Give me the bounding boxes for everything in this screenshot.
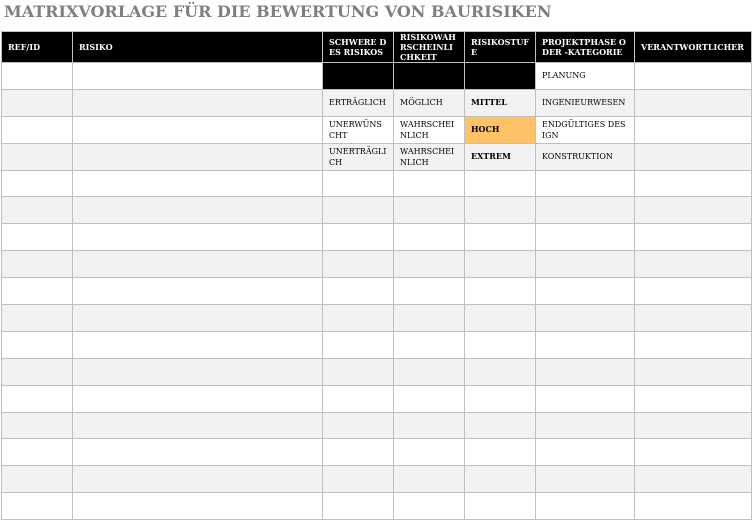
cell-wahrscheinlichkeit[interactable]: WAHRSCHEINLICH [394, 116, 465, 143]
cell-verantwortlicher[interactable] [635, 224, 752, 251]
cell-risiko[interactable] [73, 63, 323, 90]
header-ref: REF/ID [2, 32, 73, 63]
cell-verantwortlicher[interactable] [635, 493, 752, 520]
table-row [2, 197, 752, 224]
cell-wahrscheinlichkeit[interactable] [394, 63, 465, 90]
table-row [2, 305, 752, 332]
cell-wahrscheinlichkeit[interactable]: MÖGLICH [394, 89, 465, 116]
cell-risiko[interactable] [73, 331, 323, 358]
cell-stufe[interactable] [465, 466, 536, 493]
cell-ref[interactable] [2, 278, 73, 305]
cell-stufe[interactable] [465, 358, 536, 385]
cell-ref[interactable] [2, 116, 73, 143]
cell-wahrscheinlichkeit[interactable] [394, 358, 465, 385]
table-row [2, 278, 752, 305]
cell-schwere[interactable] [323, 412, 394, 439]
cell-risiko[interactable] [73, 278, 323, 305]
cell-ref[interactable] [2, 385, 73, 412]
cell-stufe[interactable] [465, 63, 536, 90]
cell-ref[interactable] [2, 251, 73, 278]
cell-ref[interactable] [2, 412, 73, 439]
cell-wahrscheinlichkeit[interactable] [394, 170, 465, 197]
cell-ref[interactable] [2, 493, 73, 520]
cell-stufe[interactable]: EXTREM [465, 143, 536, 170]
cell-ref[interactable] [2, 197, 73, 224]
cell-risiko[interactable] [73, 358, 323, 385]
cell-ref[interactable] [2, 358, 73, 385]
cell-risiko[interactable] [73, 439, 323, 466]
cell-wahrscheinlichkeit[interactable] [394, 278, 465, 305]
cell-stufe[interactable] [465, 197, 536, 224]
cell-phase[interactable] [536, 224, 635, 251]
cell-wahrscheinlichkeit[interactable] [394, 251, 465, 278]
table-row [2, 116, 752, 143]
page-title: MATRIXVORLAGE FÜR DIE BEWERTUNG VON BAURISIKEN [4, 2, 552, 21]
cell-wahrscheinlichkeit[interactable] [394, 493, 465, 520]
cell-wahrscheinlichkeit[interactable] [394, 197, 465, 224]
cell-risiko[interactable] [73, 385, 323, 412]
cell-schwere[interactable]: ERTRÄGLICH [323, 89, 394, 116]
cell-risiko[interactable] [73, 251, 323, 278]
cell-verantwortlicher[interactable] [635, 358, 752, 385]
cell-stufe[interactable] [465, 278, 536, 305]
table-row [2, 412, 752, 439]
cell-verantwortlicher[interactable] [635, 385, 752, 412]
table-row [2, 358, 752, 385]
cell-phase[interactable] [536, 412, 635, 439]
table-row [2, 331, 752, 358]
cell-ref[interactable] [2, 63, 73, 90]
cell-verantwortlicher[interactable] [635, 331, 752, 358]
table-row [2, 143, 752, 170]
cell-verantwortlicher[interactable] [635, 412, 752, 439]
cell-phase[interactable] [536, 358, 635, 385]
table-row [2, 493, 752, 520]
cell-schwere[interactable] [323, 466, 394, 493]
cell-ref[interactable] [2, 305, 73, 332]
cell-ref[interactable] [2, 89, 73, 116]
cell-stufe[interactable] [465, 493, 536, 520]
cell-wahrscheinlichkeit[interactable] [394, 331, 465, 358]
cell-ref[interactable] [2, 143, 73, 170]
cell-risiko[interactable] [73, 170, 323, 197]
cell-phase[interactable]: KONSTRUKTION [536, 143, 635, 170]
cell-verantwortlicher[interactable] [635, 466, 752, 493]
table-row [2, 224, 752, 251]
cell-risiko[interactable] [73, 143, 323, 170]
cell-stufe[interactable] [465, 412, 536, 439]
cell-phase[interactable] [536, 439, 635, 466]
cell-wahrscheinlichkeit[interactable] [394, 224, 465, 251]
cell-verantwortlicher[interactable] [635, 89, 752, 116]
cell-ref[interactable] [2, 224, 73, 251]
cell-phase[interactable] [536, 278, 635, 305]
cell-phase[interactable]: PLANUNG [536, 63, 635, 90]
header-risiko: RISIKO [73, 32, 323, 63]
cell-ref[interactable] [2, 466, 73, 493]
cell-phase[interactable] [536, 170, 635, 197]
table-row [2, 63, 752, 90]
cell-risiko[interactable] [73, 305, 323, 332]
header-phase: PROJEKTPHASE ODER -KATEGORIE [536, 32, 635, 63]
cell-stufe[interactable] [465, 251, 536, 278]
cell-phase[interactable] [536, 466, 635, 493]
cell-schwere[interactable] [323, 305, 394, 332]
cell-schwere[interactable] [323, 170, 394, 197]
cell-wahrscheinlichkeit[interactable] [394, 466, 465, 493]
cell-verantwortlicher[interactable] [635, 278, 752, 305]
cell-schwere[interactable] [323, 358, 394, 385]
header-wahrscheinlichkeit: RISIKOWAHRSCHEINLICHKEIT [394, 32, 465, 63]
cell-verantwortlicher[interactable] [635, 143, 752, 170]
cell-wahrscheinlichkeit[interactable]: WAHRSCHEINLICH [394, 143, 465, 170]
cell-phase[interactable] [536, 331, 635, 358]
cell-phase[interactable]: INGENIEURWESEN [536, 89, 635, 116]
cell-schwere[interactable] [323, 224, 394, 251]
header-schwere: SCHWERE DES RISIKOS [323, 32, 394, 63]
table-row [2, 439, 752, 466]
cell-verantwortlicher[interactable] [635, 305, 752, 332]
cell-phase[interactable] [536, 251, 635, 278]
cell-wahrscheinlichkeit[interactable] [394, 412, 465, 439]
cell-ref[interactable] [2, 170, 73, 197]
cell-phase[interactable] [536, 305, 635, 332]
header-stufe: RISIKOSTUFE [465, 32, 536, 63]
cell-stufe[interactable]: HOCH [465, 116, 536, 143]
cell-phase[interactable] [536, 493, 635, 520]
cell-risiko[interactable] [73, 466, 323, 493]
cell-stufe[interactable] [465, 224, 536, 251]
cell-schwere[interactable] [323, 278, 394, 305]
cell-schwere[interactable]: UNERTRÄGLICH [323, 143, 394, 170]
cell-verantwortlicher[interactable] [635, 439, 752, 466]
cell-schwere[interactable] [323, 251, 394, 278]
cell-verantwortlicher[interactable] [635, 197, 752, 224]
cell-stufe[interactable] [465, 439, 536, 466]
table-row [2, 89, 752, 116]
cell-risiko[interactable] [73, 89, 323, 116]
risk-matrix-table [1, 31, 752, 520]
cell-wahrscheinlichkeit[interactable] [394, 439, 465, 466]
header-verantwortlicher: VERANTWORTLICHER [635, 32, 752, 63]
cell-verantwortlicher[interactable] [635, 170, 752, 197]
table-row [2, 385, 752, 412]
cell-stufe[interactable] [465, 385, 536, 412]
header-row [2, 32, 752, 63]
cell-risiko[interactable] [73, 412, 323, 439]
cell-risiko[interactable] [73, 197, 323, 224]
cell-risiko[interactable] [73, 224, 323, 251]
cell-schwere[interactable] [323, 385, 394, 412]
cell-risiko[interactable] [73, 116, 323, 143]
cell-wahrscheinlichkeit[interactable] [394, 385, 465, 412]
cell-schwere[interactable] [323, 331, 394, 358]
cell-stufe[interactable]: MITTEL [465, 89, 536, 116]
cell-schwere[interactable] [323, 197, 394, 224]
cell-schwere[interactable]: UNERWÜNSCHT [323, 116, 394, 143]
cell-wahrscheinlichkeit[interactable] [394, 305, 465, 332]
cell-phase[interactable] [536, 197, 635, 224]
cell-schwere[interactable] [323, 493, 394, 520]
table-row [2, 251, 752, 278]
table-row [2, 170, 752, 197]
cell-verantwortlicher[interactable] [635, 63, 752, 90]
cell-risiko[interactable] [73, 493, 323, 520]
cell-verantwortlicher[interactable] [635, 116, 752, 143]
cell-verantwortlicher[interactable] [635, 251, 752, 278]
table-row [2, 466, 752, 493]
cell-phase[interactable] [536, 385, 635, 412]
cell-schwere[interactable] [323, 63, 394, 90]
cell-phase[interactable]: ENDGÜLTIGES DESIGN [536, 116, 635, 143]
cell-schwere[interactable] [323, 439, 394, 466]
cell-ref[interactable] [2, 331, 73, 358]
cell-stufe[interactable] [465, 331, 536, 358]
cell-ref[interactable] [2, 439, 73, 466]
cell-stufe[interactable] [465, 305, 536, 332]
cell-stufe[interactable] [465, 170, 536, 197]
